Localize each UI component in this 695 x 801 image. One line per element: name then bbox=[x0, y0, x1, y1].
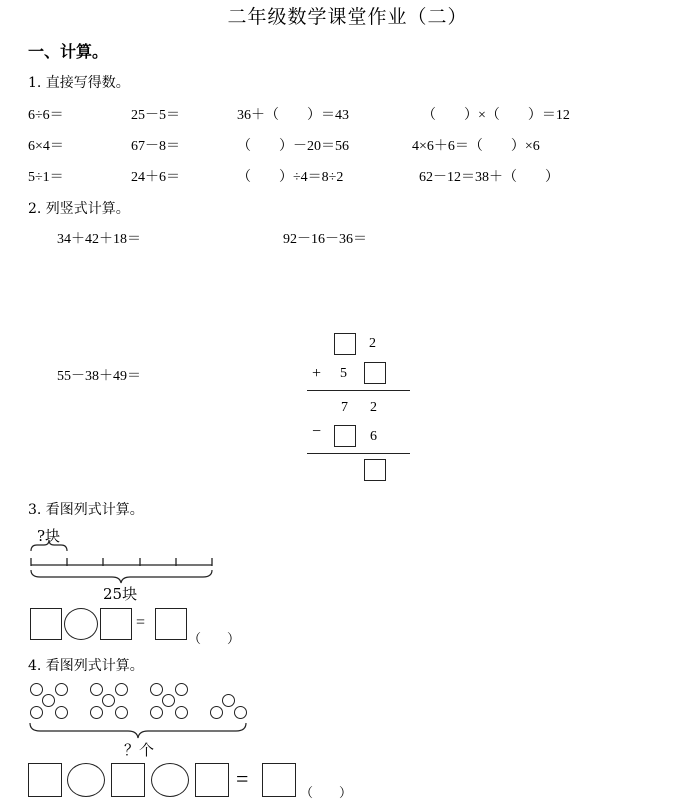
counter-circle bbox=[102, 694, 115, 707]
counter-circle bbox=[115, 683, 128, 696]
operator-circle[interactable] bbox=[64, 608, 98, 640]
counter-circle bbox=[115, 706, 128, 719]
digit: 6 bbox=[370, 429, 377, 444]
top-brace bbox=[31, 540, 67, 551]
top-quantity-label: ?块 bbox=[37, 527, 61, 545]
digit: 2 bbox=[370, 400, 377, 415]
calc-item: 25－5＝ bbox=[131, 108, 180, 123]
calc-item: 6÷6＝ bbox=[28, 108, 64, 123]
result-box[interactable] bbox=[155, 608, 187, 640]
operator-circle[interactable] bbox=[151, 763, 189, 797]
counter-circle bbox=[30, 706, 43, 719]
digit: 5 bbox=[340, 366, 347, 381]
unit-parentheses[interactable]: （ ） bbox=[188, 631, 241, 646]
digit: 2 bbox=[369, 336, 376, 351]
plus-sign: + bbox=[312, 365, 322, 382]
vertical-expr: 92－16－36＝ bbox=[283, 232, 367, 247]
counter-circle bbox=[210, 706, 223, 719]
counter-circle bbox=[42, 694, 55, 707]
digit: 7 bbox=[341, 400, 348, 415]
number-box[interactable] bbox=[30, 608, 62, 640]
equals-sign: = bbox=[136, 614, 146, 631]
calc-item: （ ）÷4＝8÷2 bbox=[237, 170, 344, 185]
calc-item: 6×4＝ bbox=[28, 139, 64, 154]
q4-brace bbox=[30, 723, 246, 738]
counter-circle bbox=[55, 706, 68, 719]
unit-parentheses[interactable]: （ ） bbox=[300, 785, 353, 800]
calc-item: （ ）－20＝56 bbox=[237, 139, 349, 154]
counter-circle bbox=[55, 683, 68, 696]
counter-circle bbox=[175, 706, 188, 719]
calc-item: 24＋6＝ bbox=[131, 170, 180, 185]
q2-label: 2. 列竖式计算。 bbox=[28, 201, 130, 217]
counter-circle bbox=[90, 706, 103, 719]
operator-circle[interactable] bbox=[67, 763, 105, 797]
number-box[interactable] bbox=[111, 763, 145, 797]
counter-circle bbox=[90, 683, 103, 696]
vertical-expr: 34＋42＋18＝ bbox=[57, 232, 141, 247]
calc-item: （ ）×（ ）＝12 bbox=[422, 108, 570, 123]
number-box[interactable] bbox=[100, 608, 132, 640]
section-heading: 一、计算。 bbox=[28, 42, 109, 61]
q1-label: 1. 直接写得数。 bbox=[28, 75, 130, 91]
question-label: ？个 bbox=[124, 741, 155, 759]
calc-item: 67－8＝ bbox=[131, 139, 180, 154]
q3-label: 3. 看图列式计算。 bbox=[28, 502, 144, 518]
counter-circle bbox=[150, 706, 163, 719]
calc-item: 4×6＋6＝（ ）×6 bbox=[412, 139, 540, 154]
counter-circle bbox=[175, 683, 188, 696]
result-box[interactable] bbox=[262, 763, 296, 797]
counter-circle bbox=[150, 683, 163, 696]
counter-circle bbox=[162, 694, 175, 707]
minus-sign: − bbox=[312, 423, 322, 440]
counter-circle bbox=[30, 683, 43, 696]
calc-item: 62－12＝38＋（ ） bbox=[419, 170, 559, 185]
equals-sign: = bbox=[236, 766, 249, 791]
counter-circle bbox=[222, 694, 235, 707]
number-box[interactable] bbox=[195, 763, 229, 797]
bottom-brace bbox=[31, 570, 212, 583]
number-box[interactable] bbox=[28, 763, 62, 797]
total-quantity-label: 25块 bbox=[103, 585, 138, 603]
calc-item: 5÷1＝ bbox=[28, 170, 64, 185]
vertical-expr: 55－38＋49＝ bbox=[57, 369, 141, 384]
counter-circle bbox=[234, 706, 247, 719]
q4-label: 4. 看图列式计算。 bbox=[28, 658, 144, 674]
page-title: 二年级数学课堂作业（二） bbox=[227, 6, 468, 28]
calc-item: 36＋（ ）＝43 bbox=[237, 108, 349, 123]
